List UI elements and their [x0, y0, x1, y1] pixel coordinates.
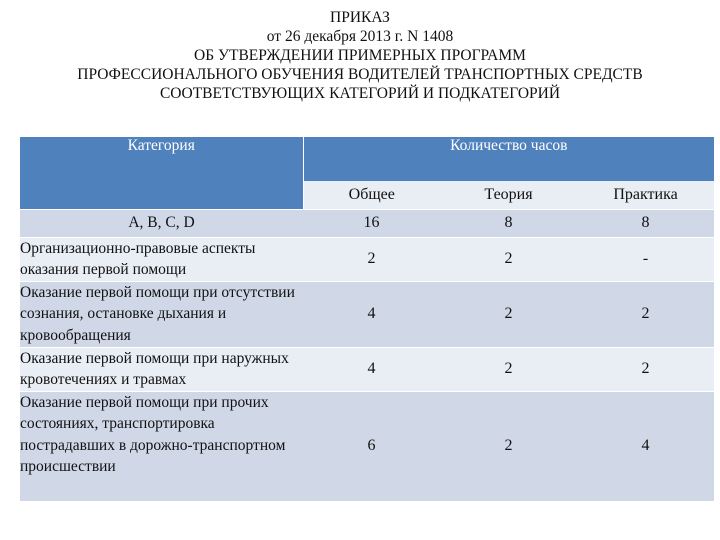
table-row: [20, 391, 714, 501]
row-total: 16: [303, 209, 440, 237]
row-total: 2: [303, 237, 440, 281]
table-header-row: [20, 137, 714, 181]
heading-line-approval: ОБ УТВЕРЖДЕНИИ ПРИМЕРНЫХ ПРОГРАММ: [194, 47, 526, 64]
row-category: Оказание первой помощи при отсутствии сознания, остановке дыхания и кровообращения: [20, 281, 303, 347]
row-theory: 2: [440, 391, 577, 501]
row-practice: 8: [577, 209, 714, 237]
row-category: Организационно-правовые аспекты оказания первой помощи: [20, 237, 303, 281]
header-category: Категория: [20, 137, 303, 209]
row-category: Оказание первой помощи при прочих состояниях, транспортировка пострадавших в дорожно-транспортном происшествии: [20, 391, 303, 501]
subheader-total: Общее: [303, 181, 440, 209]
row-total: 4: [303, 347, 440, 391]
row-practice: 2: [577, 347, 714, 391]
row-theory: 8: [440, 209, 577, 237]
row-category: А, B, C, D: [20, 209, 303, 237]
heading-line-training: ПРОФЕССИОНАЛЬНОГО ОБУЧЕНИЯ ВОДИТЕЛЕЙ ТРАНСПОРТНЫХ СРЕДСТВ: [77, 66, 643, 83]
row-practice: 4: [577, 391, 714, 501]
heading-line-order: ПРИКАЗ: [330, 9, 390, 26]
heading-line-date: от 26 декабря 2013 г. N 1408: [266, 28, 454, 45]
row-theory: 2: [440, 237, 577, 281]
row-theory: 2: [440, 347, 577, 391]
row-theory: 2: [440, 281, 577, 347]
row-total: 4: [303, 281, 440, 347]
row-practice: 2: [577, 281, 714, 347]
table-row: [20, 347, 714, 391]
header-hours: Количество часов: [303, 137, 714, 181]
row-practice: -: [577, 237, 714, 281]
row-total: 6: [303, 391, 440, 501]
document-heading: [0, 8, 720, 103]
row-category: Оказание первой помощи при наружных кровотечениях и травмах: [20, 347, 303, 391]
heading-line-categories: СООТВЕТСТВУЮЩИХ КАТЕГОРИЙ И ПОДКАТЕГОРИЙ: [159, 85, 561, 102]
subheader-practice: Практика: [577, 181, 714, 209]
hours-table: [20, 137, 714, 501]
subheader-theory: Теория: [440, 181, 577, 209]
table-row: [20, 209, 714, 237]
table-row: [20, 237, 714, 281]
table-row: [20, 281, 714, 347]
